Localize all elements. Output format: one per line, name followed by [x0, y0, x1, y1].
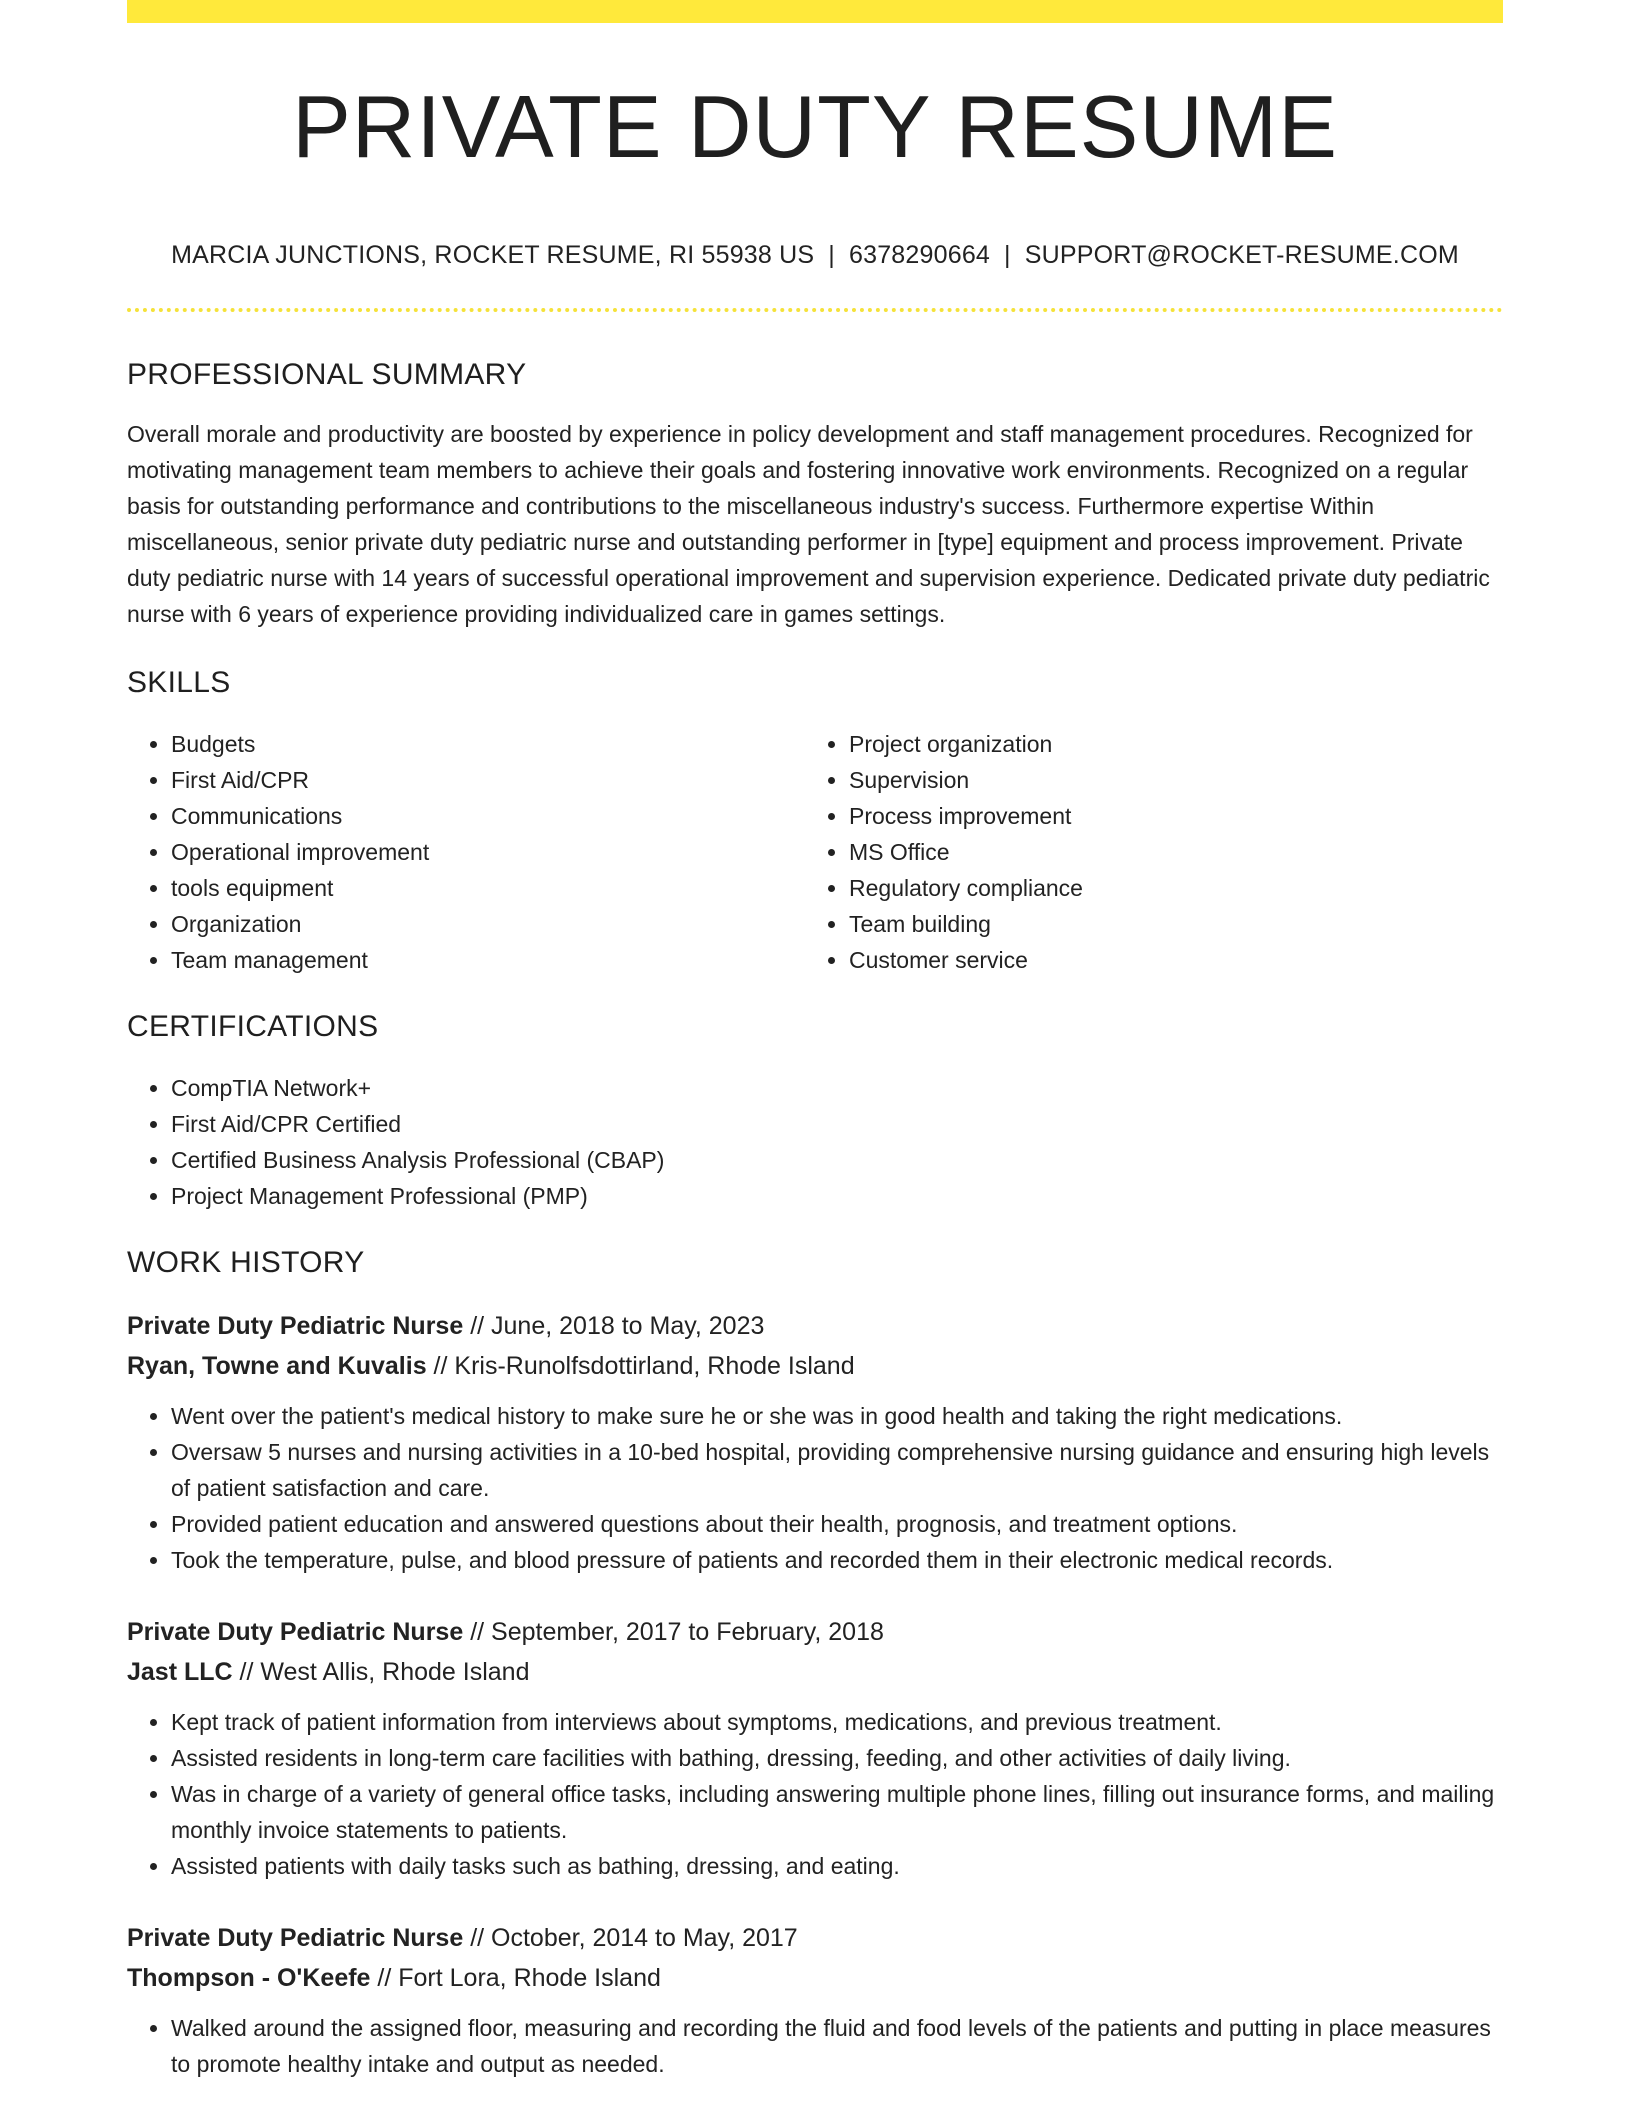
job-company-line: [127, 1652, 1503, 1692]
job-dates: // June, 2018 to May, 2023: [463, 1312, 765, 1340]
skills-list-left: [127, 726, 805, 978]
dotted-divider: [127, 308, 1503, 312]
contact-address: MARCIA JUNCTIONS, ROCKET RESUME, RI 55938 US: [171, 241, 815, 269]
skill-item: • Customer service: [849, 942, 1483, 978]
contact-email: SUPPORT@ROCKET-RESUME.COM: [1024, 241, 1459, 269]
job-bullets: [127, 1398, 1503, 1578]
job-company: Thompson - O'Keefe: [127, 1964, 371, 1992]
job-bullets: [127, 2010, 1503, 2082]
job-dates: // October, 2014 to May, 2017: [463, 1924, 798, 1952]
certifications-list: [127, 1070, 1503, 1214]
job-company: Jast LLC: [127, 1658, 233, 1686]
job-location: // West Allis, Rhode Island: [232, 1658, 530, 1686]
job-title: Private Duty Pediatric Nurse: [127, 1618, 464, 1646]
contact-line: [127, 241, 1503, 270]
job-dates: // September, 2017 to February, 2018: [463, 1618, 884, 1646]
certification-item: • Project Management Professional (PMP): [171, 1178, 1503, 1214]
certification-item: • First Aid/CPR Certified: [171, 1106, 1503, 1142]
job-company: Ryan, Towne and Kuvalis: [127, 1352, 427, 1380]
job-location: // Fort Lora, Rhode Island: [370, 1964, 661, 1992]
skill-item: • tools equipment: [171, 870, 805, 906]
resume-page: [127, 0, 1503, 2082]
job-bullet: • Oversaw 5 nurses and nursing activities in a 10-bed hospital, providing comprehensive nursing guidance and ensuring high levels of patient satisfaction and care.: [171, 1434, 1503, 1506]
job-bullet: • Was in charge of a variety of general office tasks, including answering multiple phone lines, filling out insurance forms, and mailing monthly invoice statements to patients.: [171, 1776, 1503, 1848]
job-entry: [127, 1918, 1503, 2082]
resume-title: PRIVATE DUTY RESUME: [292, 77, 1338, 176]
contact-separator: |: [828, 241, 835, 269]
job-company-line: [127, 1958, 1503, 1998]
skill-item: • Regulatory compliance: [849, 870, 1483, 906]
work-history-heading: WORK HISTORY: [127, 1246, 365, 1279]
job-entry: [127, 1306, 1503, 1578]
skill-item: • Supervision: [849, 762, 1483, 798]
accent-top-bar: [127, 0, 1503, 23]
skills-list-right: [805, 726, 1483, 978]
job-title-line: [127, 1918, 1503, 1958]
job-company-line: [127, 1346, 1503, 1386]
certification-item: • Certified Business Analysis Professional (CBAP): [171, 1142, 1503, 1178]
contact-separator: |: [1004, 241, 1011, 269]
skills-heading: SKILLS: [127, 666, 231, 699]
job-entry: [127, 1612, 1503, 1884]
skill-item: • Process improvement: [849, 798, 1483, 834]
job-bullet: • Took the temperature, pulse, and blood pressure of patients and recorded them in their electronic medical records.: [171, 1542, 1503, 1578]
skill-item: • First Aid/CPR: [171, 762, 805, 798]
contact-phone: 6378290664: [849, 241, 991, 269]
certifications-heading: CERTIFICATIONS: [127, 1010, 379, 1043]
summary-text: Overall morale and productivity are boosted by experience in policy development and staff management procedures. Recognized for motivating management team members to achieve their goals and fostering innovative work environments. Recognized on a regular basis for outstanding performance and contributions to the miscellaneous industry's success. Furthermore expertise Within miscellaneous, senior private duty pediatric nurse and outstanding performer in [type] equipment and process improvement. Private duty pediatric nurse with 14 years of successful operational improvement and supervision experience. Dedicated private duty pediatric nurse with 6 years of experience providing individualized care in games settings.: [127, 421, 1490, 627]
skill-item: • Budgets: [171, 726, 805, 762]
job-title-line: [127, 1612, 1503, 1652]
job-title: Private Duty Pediatric Nurse: [127, 1312, 464, 1340]
skills-columns: [127, 726, 1503, 978]
job-location: // Kris-Runolfsdottirland, Rhode Island: [426, 1352, 855, 1380]
job-title-line: [127, 1306, 1503, 1346]
skill-item: • Team management: [171, 942, 805, 978]
skill-item: • Team building: [849, 906, 1483, 942]
skill-item: • Operational improvement: [171, 834, 805, 870]
job-bullet: • Went over the patient's medical history to make sure he or she was in good health and taking the right medications.: [171, 1398, 1503, 1434]
job-bullet: • Assisted residents in long-term care facilities with bathing, dressing, feeding, and other activities of daily living.: [171, 1740, 1503, 1776]
skill-item: • Project organization: [849, 726, 1483, 762]
summary-heading: PROFESSIONAL SUMMARY: [127, 358, 527, 391]
job-bullet: • Assisted patients with daily tasks such as bathing, dressing, and eating.: [171, 1848, 1503, 1884]
job-bullet: • Kept track of patient information from interviews about symptoms, medications, and previous treatment.: [171, 1704, 1503, 1740]
skill-item: • Organization: [171, 906, 805, 942]
job-bullets: [127, 1704, 1503, 1884]
certification-item: • CompTIA Network+: [171, 1070, 1503, 1106]
job-bullet: • Walked around the assigned floor, measuring and recording the fluid and food levels of the patients and putting in place measures to promote healthy intake and output as needed.: [171, 2010, 1503, 2082]
job-title: Private Duty Pediatric Nurse: [127, 1924, 464, 1952]
skill-item: • MS Office: [849, 834, 1483, 870]
job-bullet: • Provided patient education and answered questions about their health, prognosis, and treatment options.: [171, 1506, 1503, 1542]
skill-item: • Communications: [171, 798, 805, 834]
